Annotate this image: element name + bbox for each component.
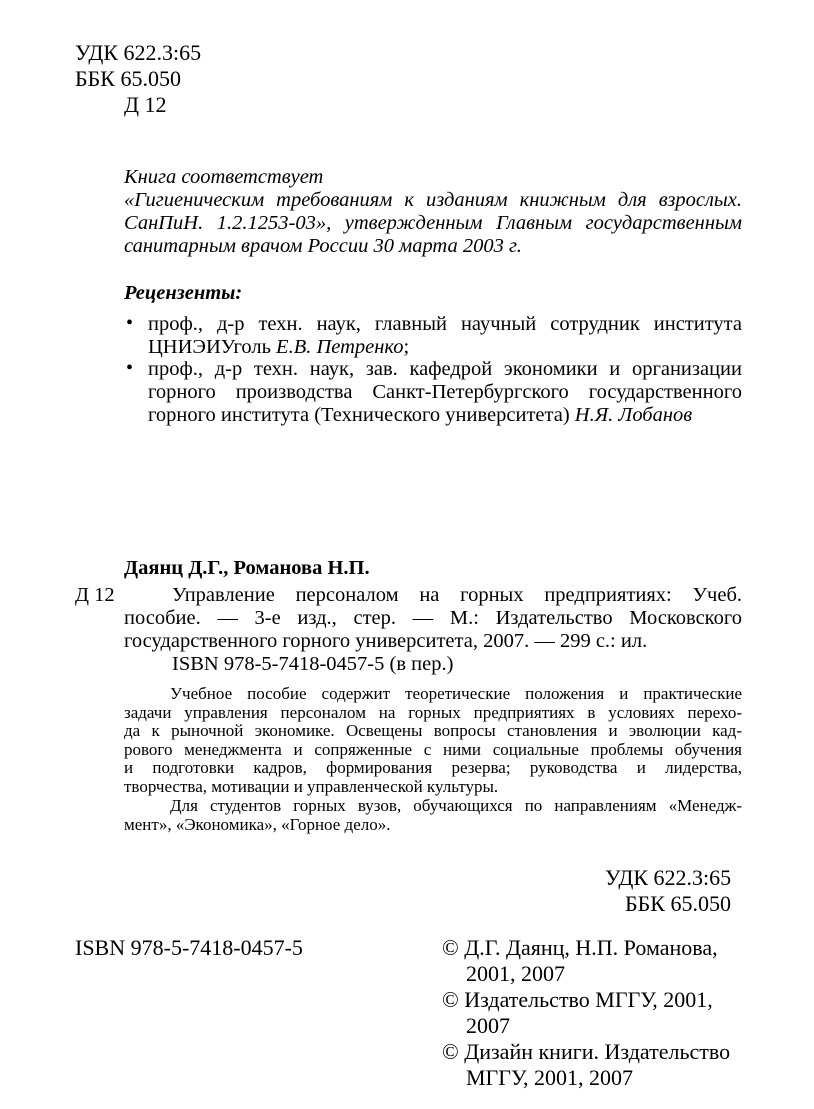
hygiene-note-line: Книга соответствует bbox=[124, 166, 324, 188]
isbn-bottom: ISBN 978-5-7418-0457-5 bbox=[75, 935, 303, 960]
copyright-line: 2001, 2007 bbox=[466, 961, 565, 986]
reviewer-name: Н.Я. Лобанов bbox=[574, 404, 693, 426]
abstract-line: Для студентов горных вузов, обучающихся по направлениям «Менедж- bbox=[170, 796, 742, 815]
hygiene-note-line: СанПиН. 1.2.1253-03», утвержденным Главным государственным bbox=[124, 212, 742, 234]
copyright-line: © Дизайн книги. Издательство bbox=[442, 1039, 731, 1064]
reviewer-line bbox=[148, 336, 742, 359]
bbk-code-bottom: ББК 65.050 bbox=[625, 891, 731, 916]
author-sign-code: Д 12 bbox=[124, 92, 167, 117]
reviewer-line: горного производства Санкт-Петербургского государственного bbox=[148, 381, 742, 403]
reviewer-1 bbox=[148, 313, 742, 359]
copyright-line: МГГУ, 2001, 2007 bbox=[466, 1065, 633, 1090]
catalog-title-line bbox=[172, 584, 742, 607]
catalog-line: пособие. — 3-е изд., стер. — М.: Издательство Московского bbox=[124, 607, 742, 629]
catalog-authors: Даянц Д.Г., Романова Н.П. bbox=[124, 557, 370, 579]
reviewer-name: Е.В. Петренко bbox=[276, 336, 404, 358]
abstract-line: рового менеджмента и сопряженные с ними социальные проблемы обучения bbox=[124, 739, 742, 759]
bbk-code: ББК 65.050 bbox=[75, 66, 181, 91]
hygiene-note-line: санитарным врачом России 30 марта 2003 г. bbox=[124, 235, 522, 257]
catalog-isbn: ISBN 978-5-7418-0457-5 (в пер.) bbox=[172, 653, 454, 675]
udk-code: УДК 622.3:65 bbox=[75, 40, 202, 65]
udk-code-bottom: УДК 622.3:65 bbox=[605, 865, 732, 890]
catalog-code: Д 12 bbox=[75, 584, 115, 606]
abstract-line: задачи управления персоналом на горных предприятиях в условиях перехо- bbox=[124, 702, 742, 722]
hygiene-note-line: «Гигиеническим требованиям к изданиям книжным для взрослых. bbox=[124, 189, 742, 211]
catalog-line: Управление персоналом на горных предприятиях: Учеб. bbox=[172, 584, 742, 606]
reviewer-punct: ; bbox=[403, 336, 410, 358]
abstract bbox=[124, 704, 742, 797]
abstract-first-line bbox=[170, 685, 742, 704]
copyright-block bbox=[442, 935, 742, 1091]
bullet-icon: • bbox=[126, 357, 134, 379]
reviewer-line: проф., д-р техн. наук, главный научный сотрудник института bbox=[148, 313, 742, 335]
abstract-line: творчества, мотивации и управленческой культуры. bbox=[124, 776, 499, 796]
abstract-line: да к рыночной экономике. Освещены вопросы становления и эволюции кад- bbox=[124, 721, 742, 741]
reviewers-heading: Рецензенты: bbox=[124, 282, 243, 304]
copyright-line: © Д.Г. Даянц, Н.П. Романова, bbox=[442, 935, 718, 960]
bullet-icon: • bbox=[126, 312, 134, 334]
catalog-description bbox=[124, 607, 742, 653]
reviewer-2 bbox=[148, 358, 742, 427]
catalog-line: государственного горного университета, 2007. — 299 с.: ил. bbox=[124, 630, 648, 652]
abstract-line: и подготовки кадров, формирования резерва; руководства и лидерства, bbox=[124, 758, 742, 778]
reviewer-line bbox=[148, 404, 742, 427]
hygiene-note bbox=[124, 166, 742, 258]
reviewer-affiliation: ЦНИЭИУголь bbox=[148, 336, 277, 358]
audience-second-line: мент», «Экономика», «Горное дело». bbox=[124, 814, 391, 834]
abstract-line: Учебное пособие содержит теоретические положения и практические bbox=[170, 684, 742, 703]
reviewer-line: проф., д-р техн. наук, зав. кафедрой экономики и организации bbox=[148, 358, 742, 380]
reviewer-affiliation: горного института (Технического университета) bbox=[148, 404, 575, 426]
copyright-line: 2007 bbox=[466, 1013, 510, 1038]
copyright-line: © Издательство МГГУ, 2001, bbox=[442, 987, 713, 1012]
audience-first-line bbox=[170, 797, 742, 816]
